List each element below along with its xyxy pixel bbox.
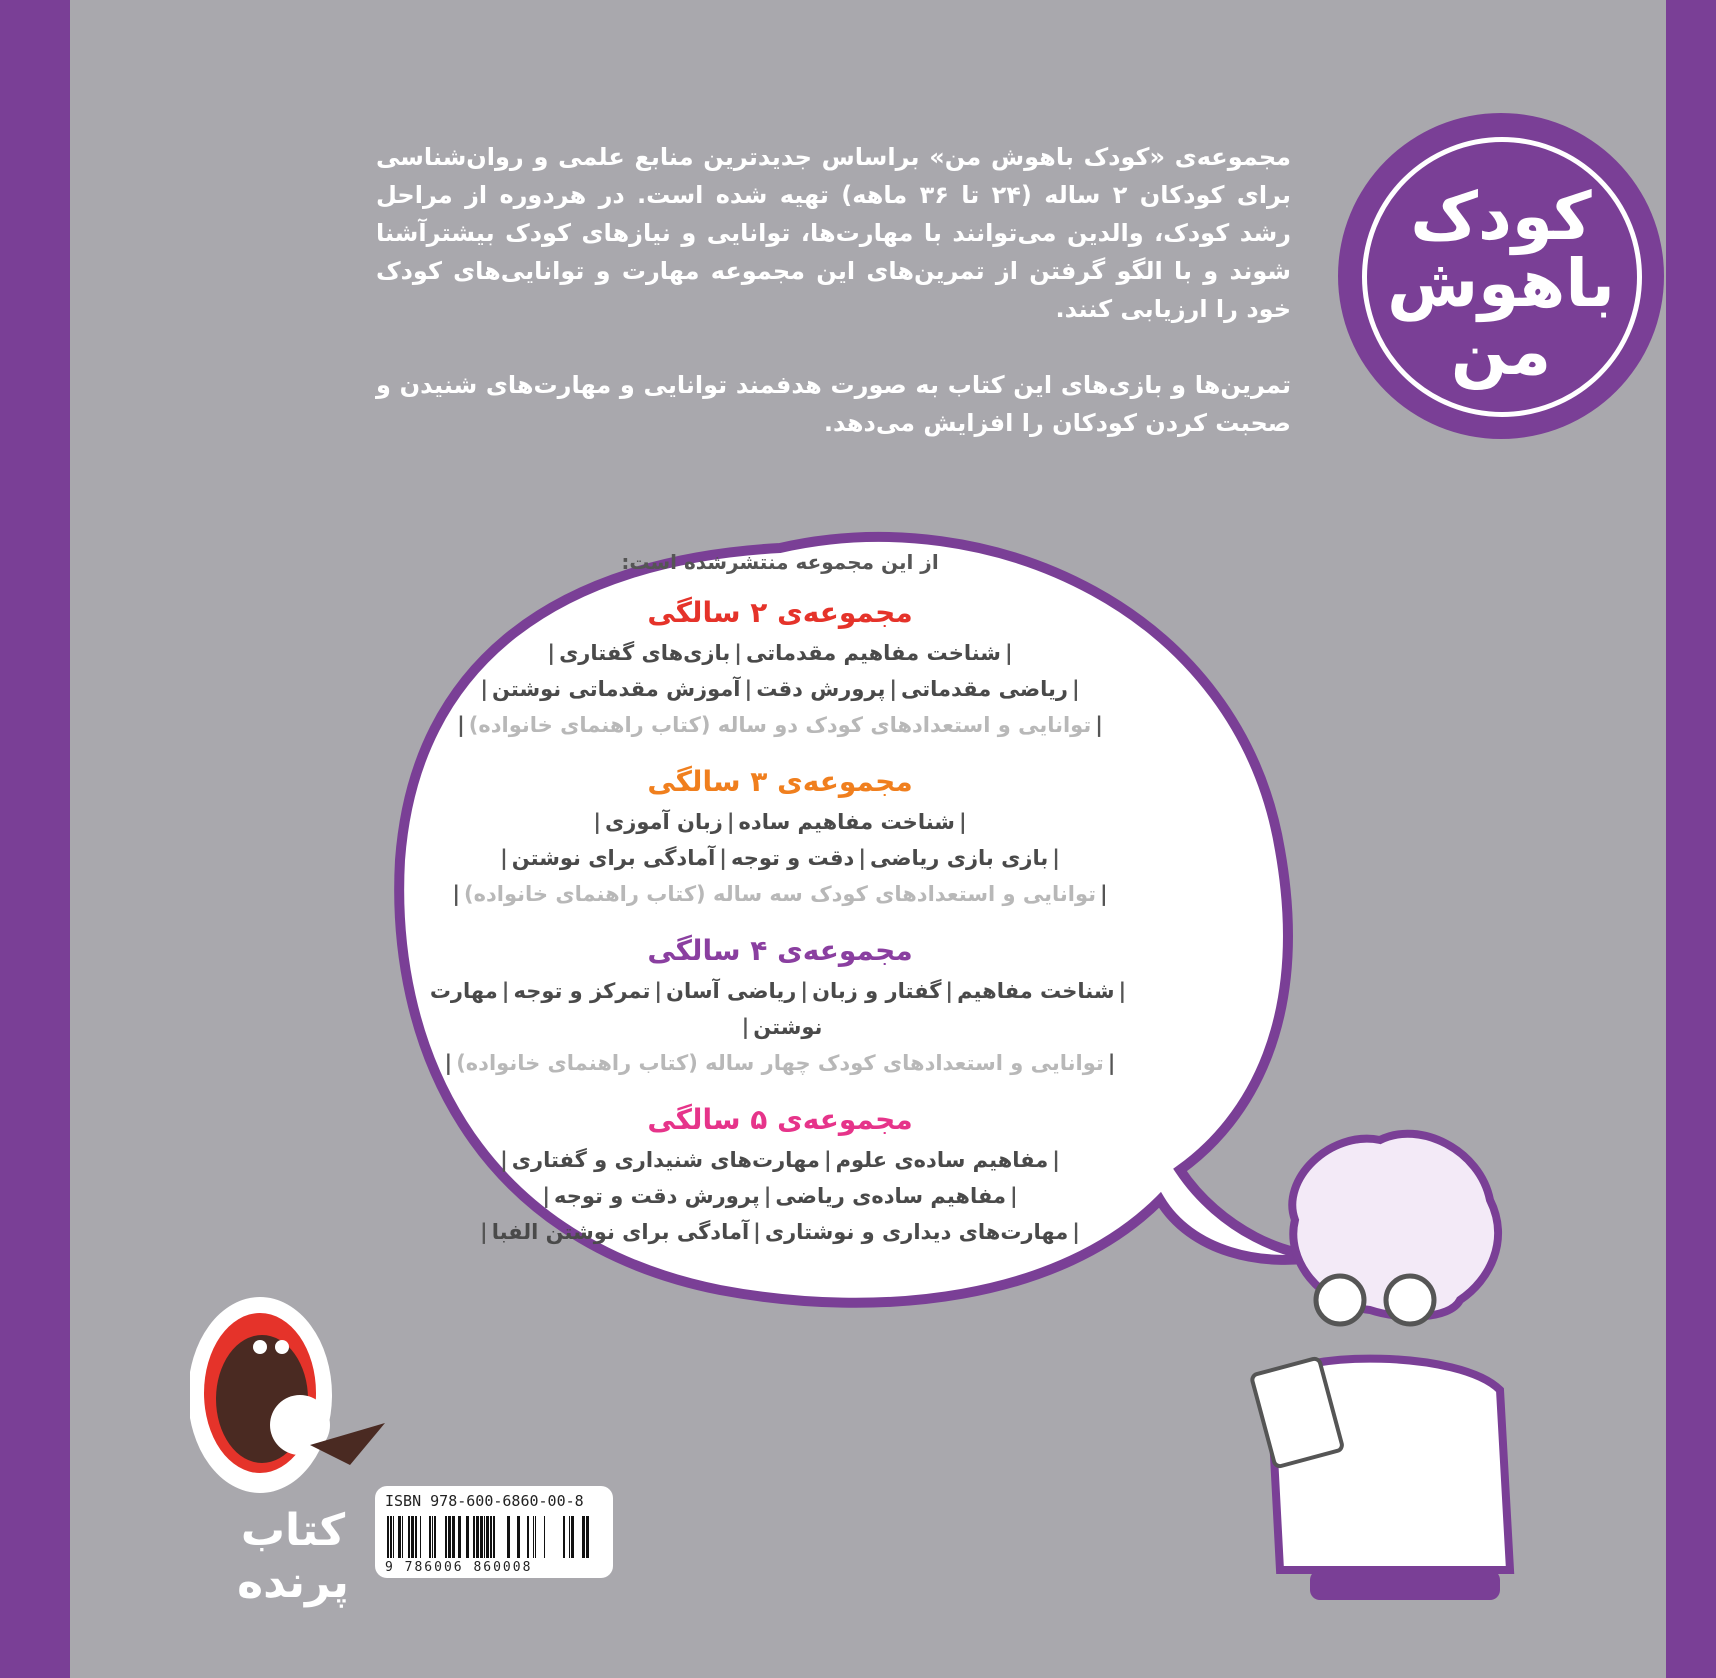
book-title: بازی بازی ریاضی — [869, 846, 1049, 870]
series-group-title: مجموعه‌ی ۵ سالگی — [647, 1103, 913, 1136]
barcode-bar — [434, 1516, 436, 1558]
barcode-bar — [387, 1516, 389, 1558]
book-title: پرورش دقت و توجه — [554, 1184, 760, 1208]
barcode-bar — [586, 1516, 589, 1558]
barcode-bar — [582, 1516, 585, 1558]
barcode-bar — [432, 1516, 433, 1558]
barcode-bar — [415, 1516, 417, 1558]
book-title: آموزش مقدماتی نوشتن — [492, 677, 741, 701]
barcode-bar — [544, 1516, 545, 1558]
series-group-line: |مفاهیم ساده‌ی علوم|مهارت‌های شنیداری و گفتاری| — [500, 1148, 1060, 1172]
book-title: توانایی و استعدادهای کودک چهار ساله (کتاب راهنمای خانواده) — [456, 1051, 1104, 1075]
book-title: دقت و توجه — [730, 846, 855, 870]
series-group-line: |مفاهیم ساده‌ی ریاضی|پرورش دقت و توجه| — [542, 1184, 1018, 1208]
barcode-bar — [402, 1516, 403, 1558]
barcode-bar — [571, 1516, 574, 1558]
book-title: شناخت مفاهیم ساده — [738, 810, 955, 834]
barcode-bar — [458, 1516, 461, 1558]
doctor-character-illustration — [1251, 1134, 1510, 1600]
series-group — [420, 596, 1140, 743]
barcode — [387, 1516, 601, 1558]
series-group — [420, 934, 1140, 1081]
barcode-bar — [517, 1516, 520, 1558]
logo-line-1: کودک — [1410, 178, 1592, 255]
publisher-name-line-2: پرنده — [237, 1557, 349, 1608]
barcode-bar — [448, 1516, 451, 1558]
book-title: مفاهیم ساده‌ی علوم — [835, 1148, 1049, 1172]
series-group-line: |ریاضی مقدماتی|پرورش دقت|آموزش مقدماتی نوشتن| — [480, 677, 1080, 701]
barcode-bar — [535, 1516, 536, 1558]
book-title: توانایی و استعدادهای کودک دو ساله (کتاب راهنمای خانواده) — [468, 713, 1092, 737]
barcode-bar — [420, 1516, 421, 1558]
series-group-title: مجموعه‌ی ۲ سالگی — [647, 596, 913, 629]
series-group — [420, 765, 1140, 912]
series-group-line: |شناخت مفاهیم مقدماتی|بازی‌های گفتاری| — [547, 641, 1013, 665]
barcode-bar — [533, 1516, 534, 1558]
book-title: شناخت مفاهیم مقدماتی — [745, 641, 1001, 665]
book-title: زبان آموزی — [605, 810, 723, 834]
series-group-line: |شناخت مفاهیم|گفتار و زبان|ریاضی آسان|تمرکز و توجه|مهارت نوشتن| — [429, 979, 1127, 1039]
barcode-bar — [490, 1516, 492, 1558]
intro-paragraph-2: تمرین‌ها و بازی‌های این کتاب به صورت هدفمند توانایی و مهارت‌های شنیدن و صحبت کردن کودکان را افزایش می‌دهد. — [376, 371, 1291, 437]
barcode-bar — [527, 1516, 529, 1558]
series-group-title: مجموعه‌ی ۳ سالگی — [647, 765, 913, 798]
barcode-bar — [390, 1516, 392, 1558]
book-title: تمرکز و توجه — [513, 979, 651, 1003]
isbn-label: ISBN 978-600-6860-00-8 — [385, 1492, 584, 1510]
publisher-name-line-1: کتاب — [240, 1505, 346, 1556]
barcode-bar — [398, 1516, 401, 1558]
series-group — [420, 1103, 1140, 1250]
series-groups — [420, 596, 1140, 1250]
barcode-bar — [429, 1516, 431, 1558]
barcode-bar — [486, 1516, 489, 1558]
barcode-bar — [393, 1516, 394, 1558]
published-list — [420, 550, 1140, 1272]
book-title: ریاضی آسان — [666, 979, 797, 1003]
barcode-bar — [476, 1516, 479, 1558]
book-title: مهارت‌های شنیداری و گفتاری — [511, 1148, 820, 1172]
book-title: مهارت نوشتن — [429, 979, 823, 1039]
barcode-bar — [480, 1516, 483, 1558]
book-title: ریاضی مقدماتی — [901, 677, 1068, 701]
series-group-line: |توانایی و استعدادهای کودک دو ساله (کتاب راهنمای خانواده)| — [457, 713, 1103, 737]
barcode-bar — [408, 1516, 410, 1558]
series-group-line: |مهارت‌های دیداری و نوشتاری|آمادگی برای نوشتن الفبا| — [480, 1220, 1080, 1244]
barcode-bar — [452, 1516, 455, 1558]
series-group-line: |توانایی و استعدادهای کودک چهار ساله (کتاب راهنمای خانواده)| — [444, 1051, 1116, 1075]
book-title: پرورش دقت — [756, 677, 886, 701]
publisher-bird-logo — [190, 1295, 390, 1505]
barcode-bar — [563, 1516, 565, 1558]
series-group-line: |بازی بازی ریاضی|دقت و توجه|آمادگی برای نوشتن| — [500, 846, 1060, 870]
book-title: توانایی و استعدادهای کودک سه ساله (کتاب راهنمای خانواده) — [463, 882, 1096, 906]
barcode-bar — [445, 1516, 447, 1558]
book-title: شناخت مفاهیم — [957, 979, 1115, 1003]
barcode-bar — [411, 1516, 414, 1558]
publisher-name — [228, 1505, 358, 1609]
intro-paragraph-1: مجموعه‌ی «کودک باهوش من» براساس جدیدترین منابع علمی و روان‌شناسی برای کودکان ۲ ساله (۲۴ تا ۳۶ ماهه) تهیه شده است. در هردوره از مراحل رشد کودک، والدین می‌توانند با مهارت‌ها، توانایی و نیازهای کودک بیشترآشنا شوند و با الگو گرفتن از تمرین‌های این مجموعه مهارت و توانایی‌های کودک خود را ارزیابی کنند. — [376, 143, 1291, 323]
barcode-bar — [569, 1516, 570, 1558]
series-group-line: |شناخت مفاهیم ساده|زبان آموزی| — [593, 810, 967, 834]
book-title: گفتار و زبان — [812, 979, 942, 1003]
barcode-bar — [484, 1516, 485, 1558]
barcode-bar — [466, 1516, 469, 1558]
barcode-digits: 9 786006 860008 — [385, 1560, 533, 1575]
book-title: مهارت‌های دیداری و نوشتاری — [764, 1220, 1069, 1244]
book-title: بازی‌های گفتاری — [559, 641, 731, 665]
barcode-bar — [507, 1516, 510, 1558]
barcode-bar — [493, 1516, 495, 1558]
isbn-barcode-box — [375, 1486, 613, 1578]
series-group-title: مجموعه‌ی ۴ سالگی — [647, 934, 913, 967]
book-title: مفاهیم ساده‌ی ریاضی — [775, 1184, 1006, 1208]
logo-line-3: من — [1450, 312, 1552, 390]
barcode-bar — [473, 1516, 475, 1558]
logo-line-2: باهوش — [1387, 245, 1615, 323]
published-heading: از این مجموعه منتشرشده است: — [621, 550, 939, 574]
book-title: آمادگی برای نوشتن الفبا — [491, 1220, 750, 1244]
series-group-line: |توانایی و استعدادهای کودک سه ساله (کتاب راهنمای خانواده)| — [452, 882, 1108, 906]
book-title: آمادگی برای نوشتن — [511, 846, 716, 870]
